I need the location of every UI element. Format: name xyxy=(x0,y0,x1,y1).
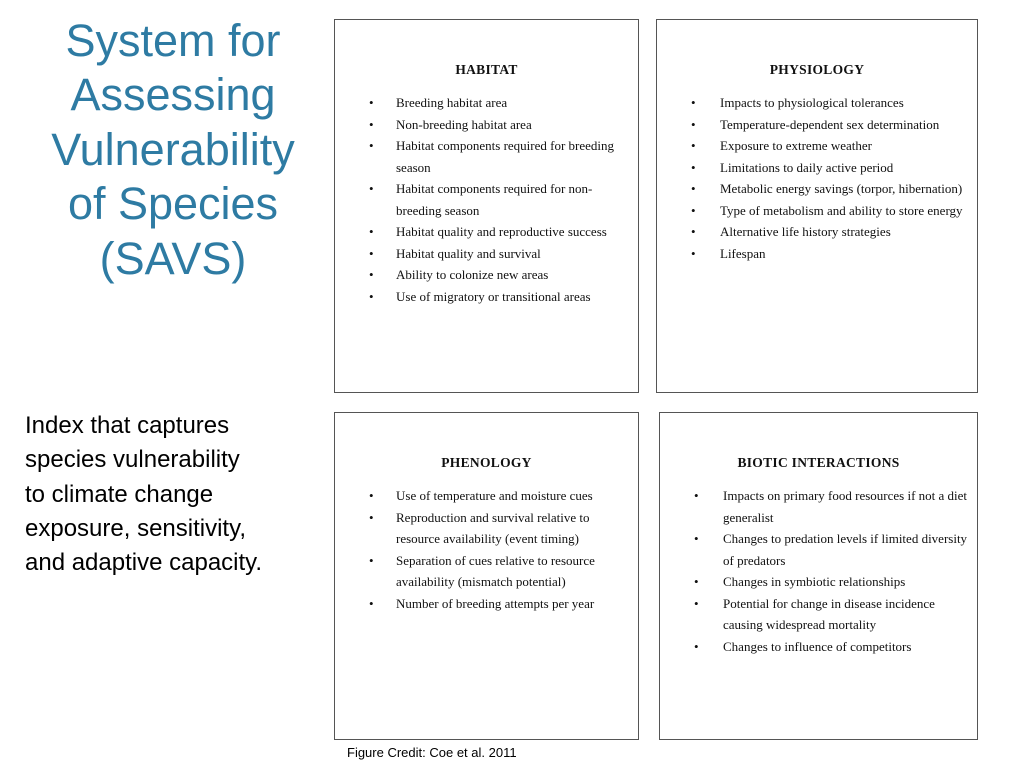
list-item: • Habitat quality and reproductive success xyxy=(335,221,638,243)
physiology-heading: PHYSIOLOGY xyxy=(769,62,865,77)
list-item: • Metabolic energy savings (torpor, hibernation) xyxy=(657,178,977,200)
description-line: species vulnerability xyxy=(25,446,240,474)
physiology-panel xyxy=(656,19,978,393)
title-line: Assessing xyxy=(70,69,276,121)
title-line: Vulnerability xyxy=(51,123,295,175)
list-item: • Exposure to extreme weather xyxy=(657,135,977,157)
physiology-list xyxy=(657,92,977,264)
description-line: and adaptive capacity. xyxy=(25,549,263,577)
phenology-panel xyxy=(334,412,639,740)
list-item: • Reproduction and survival relative to resource availability (event timing) xyxy=(335,507,638,550)
list-item: • Habitat quality and survival xyxy=(335,243,638,265)
phenology-heading: PHENOLOGY xyxy=(441,455,532,470)
list-item: • Non-breeding habitat area xyxy=(335,114,638,136)
list-item: • Breeding habitat area xyxy=(335,92,638,114)
list-item: • Impacts on primary food resources if not a diet generalist xyxy=(660,485,977,528)
list-item: • Potential for change in disease incidence causing widespread mortality xyxy=(660,593,977,636)
description-line: exposure, sensitivity, xyxy=(25,514,246,542)
list-item: • Type of metabolism and ability to store energy xyxy=(657,200,977,222)
list-item: • Impacts to physiological tolerances xyxy=(657,92,977,114)
figure-credit: Figure Credit: Coe et al. 2011 xyxy=(347,745,517,760)
list-item: • Changes to predation levels if limited diversity of predators xyxy=(660,528,977,571)
list-item: • Alternative life history strategies xyxy=(657,221,977,243)
list-item: • Use of temperature and moisture cues xyxy=(335,485,638,507)
list-item: • Changes to influence of competitors xyxy=(660,636,977,658)
phenology-list xyxy=(335,485,638,614)
habitat-list xyxy=(335,92,638,307)
title-line: of Species xyxy=(67,178,279,230)
habitat-heading: HABITAT xyxy=(455,62,518,77)
list-item: • Limitations to daily active period xyxy=(657,157,977,179)
biotic-list xyxy=(660,485,977,657)
list-item: • Habitat components required for breeding season xyxy=(335,135,638,178)
slide-title xyxy=(20,14,326,286)
list-item: • Lifespan xyxy=(657,243,977,265)
title-line: System for xyxy=(65,15,281,66)
list-item: • Use of migratory or transitional areas xyxy=(335,286,638,308)
list-item: • Temperature-dependent sex determination xyxy=(657,114,977,136)
biotic-heading: BIOTIC INTERACTIONS xyxy=(737,455,900,470)
description-line: to climate change xyxy=(25,480,214,508)
slide-description xyxy=(25,409,325,581)
biotic-interactions-panel xyxy=(659,412,978,740)
title-line: (SAVS) xyxy=(99,232,247,284)
list-item: • Separation of cues relative to resource availability (mismatch potential) xyxy=(335,550,638,593)
list-item: • Habitat components required for non-breeding season xyxy=(335,178,638,221)
list-item: • Ability to colonize new areas xyxy=(335,264,638,286)
habitat-panel xyxy=(334,19,639,393)
list-item: • Changes in symbiotic relationships xyxy=(660,571,977,593)
list-item: • Number of breeding attempts per year xyxy=(335,593,638,615)
description-line: Index that captures xyxy=(25,412,230,439)
